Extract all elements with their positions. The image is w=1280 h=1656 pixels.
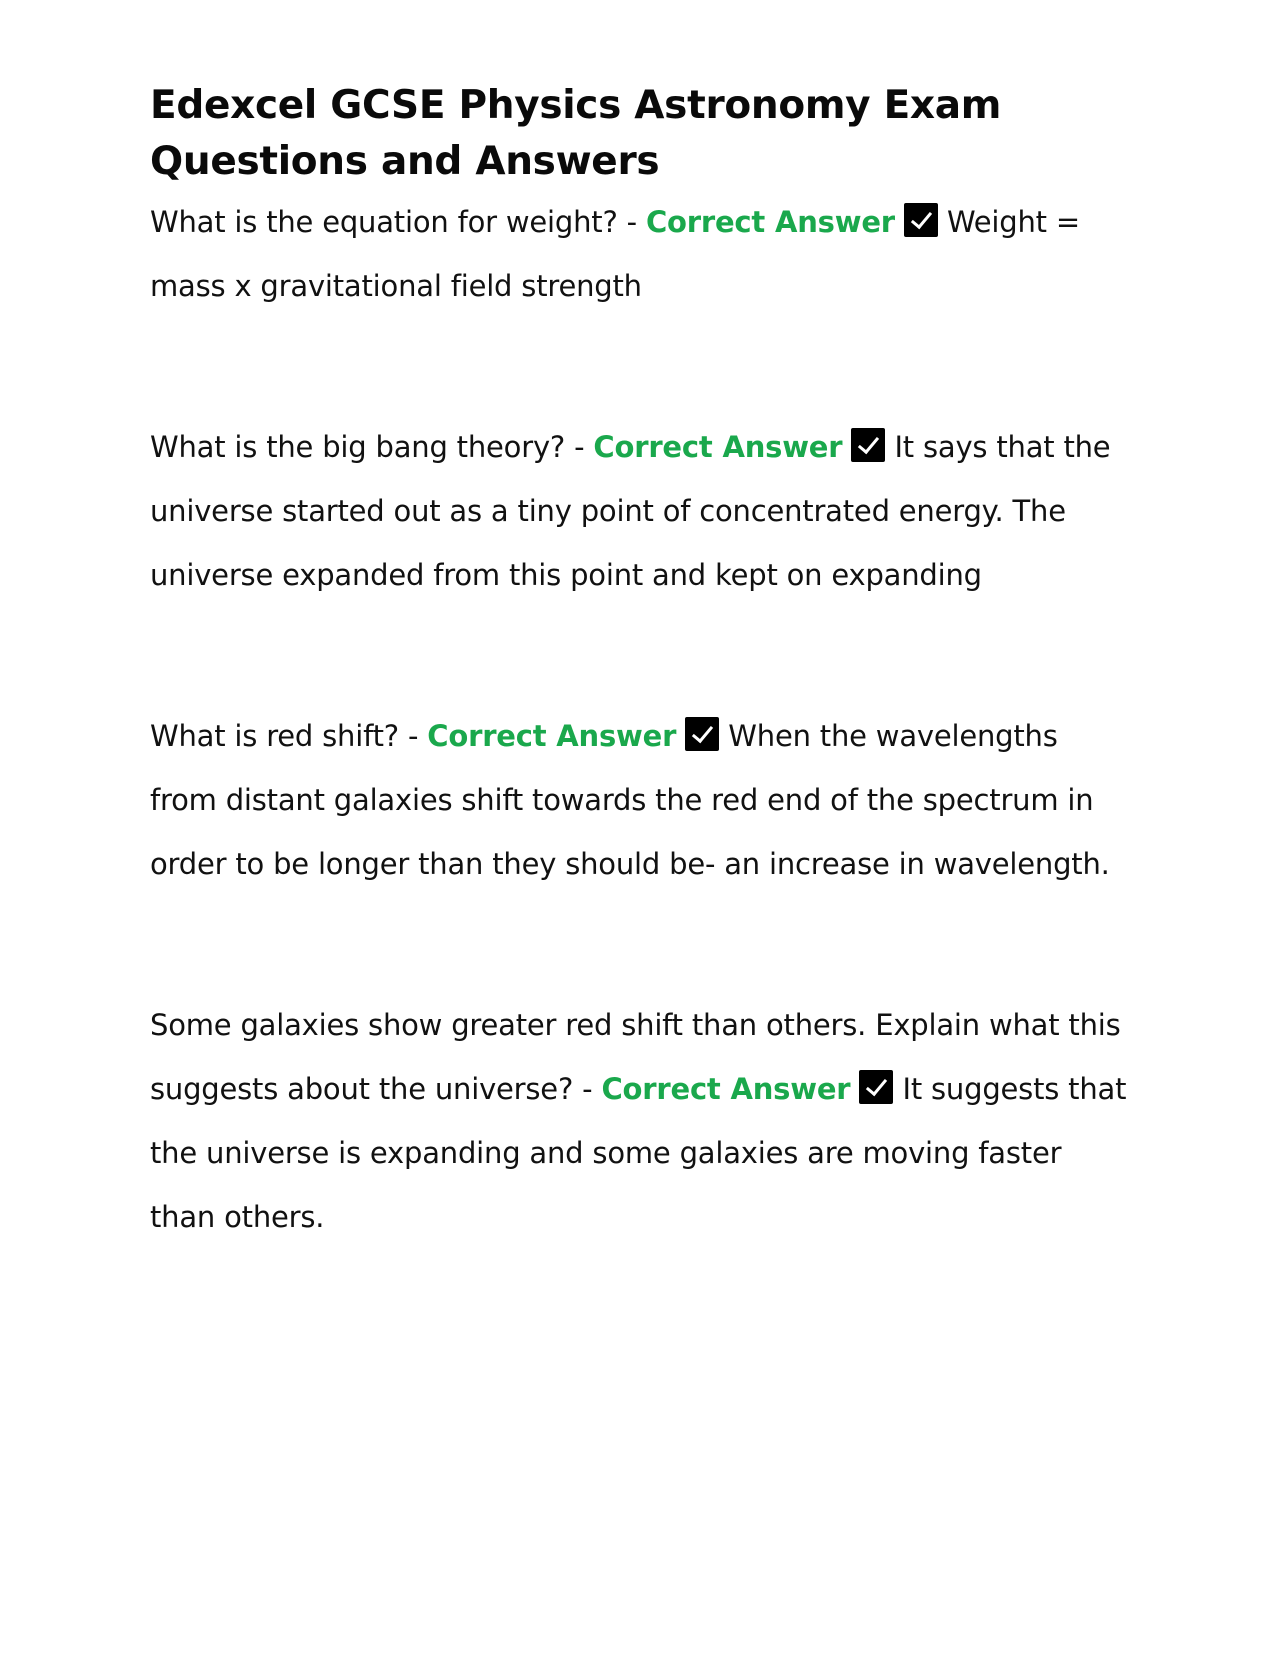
answer-text: It suggests that the universe is expanding and some galaxies are moving faster than others. [150, 1072, 1127, 1234]
question-text: What is the equation for weight? [150, 205, 618, 239]
question-text: Some galaxies show greater red shift than others. Explain what this suggests about the universe? [150, 1008, 1121, 1106]
document-title: Edexcel GCSE Physics Astronomy Exam Questions and Answers [150, 83, 1002, 184]
separator: - [617, 205, 646, 239]
separator: - [573, 1072, 602, 1106]
correct-answer-label: Correct Answer [427, 719, 677, 753]
qa-item-red-shift [150, 704, 1130, 896]
qa-item-big-bang [150, 415, 1130, 607]
correct-answer-label: Correct Answer [601, 1072, 851, 1106]
question-text: What is red shift? [150, 719, 399, 753]
answer-text: Weight = mass x gravitational field strength [150, 205, 1080, 303]
answer-text: It says that the universe started out as a tiny point of concentrated energy. The universe expanded from this point and kept on expanding [150, 430, 1111, 592]
correct-answer-label: Correct Answer [645, 205, 895, 239]
qa-item-weight [150, 190, 1130, 318]
question-text: What is the big bang theory? [150, 430, 566, 464]
check-mark-icon [904, 203, 938, 237]
check-mark-icon [685, 717, 719, 751]
answer-text: When the wavelengths from distant galaxies shift towards the red end of the spectrum in order to be longer than they should be- an increase in wavelength. [150, 719, 1110, 881]
separator: - [398, 719, 428, 753]
check-mark-icon [851, 428, 885, 462]
separator: - [565, 430, 594, 464]
check-mark-icon [859, 1070, 893, 1104]
document-page [150, 78, 1130, 1249]
correct-answer-label: Correct Answer [593, 430, 843, 464]
qa-item-galaxies [150, 993, 1130, 1249]
